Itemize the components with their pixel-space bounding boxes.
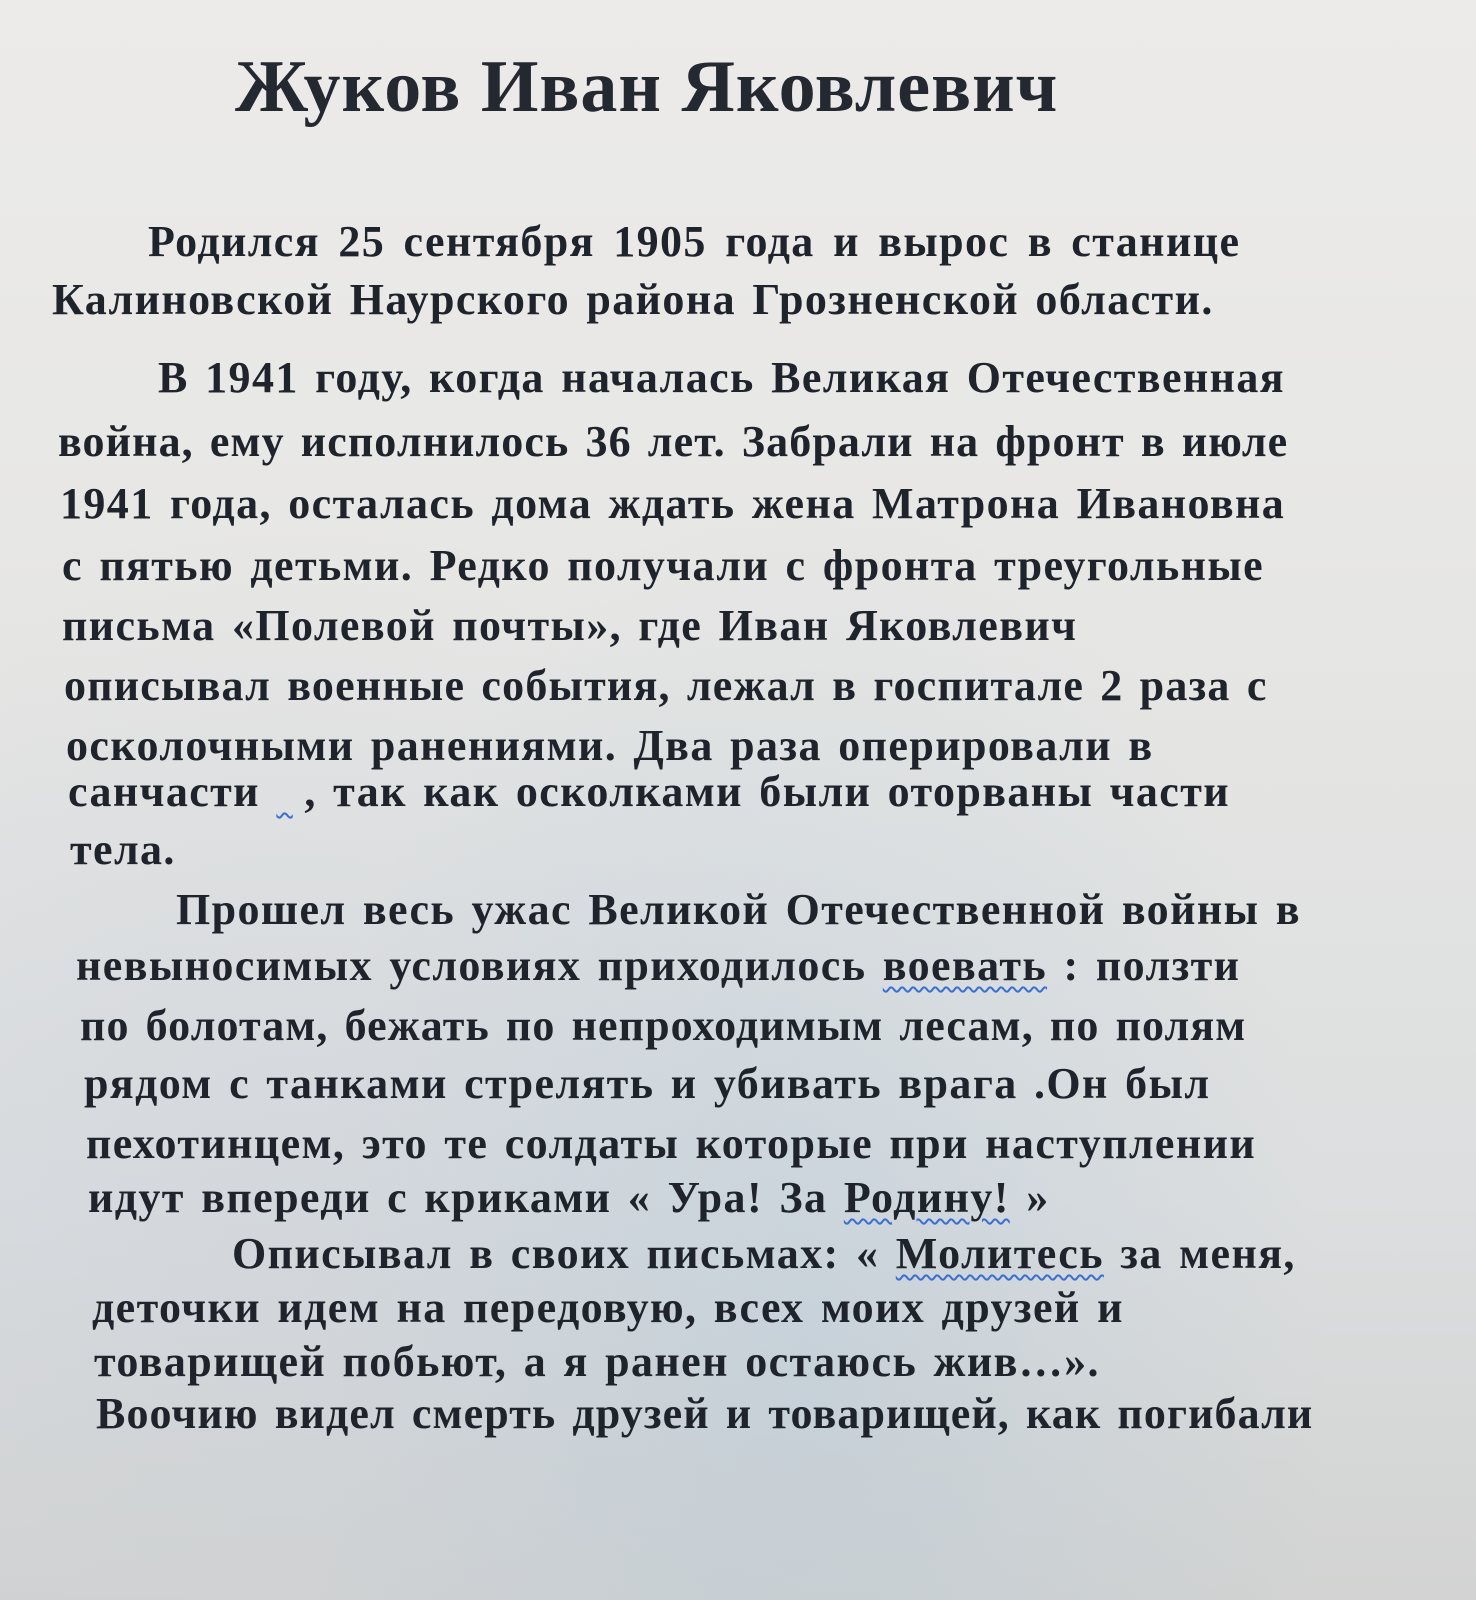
text-line: рядом с танками стрелять и убивать врага .Он был [84,1059,1211,1108]
text-fragment: , так как осколками были оторваны части [304,767,1230,816]
text-line [232,1229,1296,1278]
text-line: В 1941 году, когда началась Великая Отечественная [158,353,1286,402]
text-line: 1941 года, осталась дома ждать жена Матрона Ивановна [60,479,1286,528]
text-fragment: : ползти [1063,941,1241,990]
text-line: тела. [70,825,176,874]
document-title: Жуков Иван Яковлевич [235,46,1059,128]
text-fragment: за меня, [1120,1229,1296,1278]
text-line: осколочными ранениями. Два раза оперировали в [66,721,1154,770]
text-line: письма «Полевой почты», где Иван Яковлевич [62,601,1078,650]
text-line: деточки идем на передовую, всех моих друзей и [92,1283,1124,1332]
text-line: Калиновской Наурского района Грозненской области. [52,275,1214,324]
text-line: товарищей побьют, а я ранен остаюсь жив…». [94,1337,1100,1386]
text-fragment: санчасти [68,767,260,816]
spell-check-word: Молитесь [895,1229,1104,1278]
text-fragment: » [1026,1173,1050,1222]
spell-check-word: Родину! [843,1173,1010,1222]
text-line: Родился 25 сентября 1905 года и вырос в станице [148,217,1241,266]
text-line [76,941,1241,990]
text-line: война, ему исполнилось 36 лет. Забрали на фронт в июле [58,417,1289,466]
text-line: с пятью детьми. Редко получали с фронта треугольные [62,541,1265,590]
text-fragment: Описывал в своих письмах: « [232,1229,880,1278]
text-line: Воочию видел смерть друзей и товарищей, как погибали [96,1389,1314,1438]
spell-check-word: воевать [882,941,1048,990]
spell-check-mark [276,770,304,814]
text-line [88,1173,1050,1222]
text-line [68,767,1230,816]
text-fragment: идут впереди с криками « Ура! За [88,1173,828,1222]
text-line: Прошел весь ужас Великой Отечественной войны в [176,885,1301,934]
text-line: описывал военные события, лежал в госпитале 2 раза с [64,661,1268,710]
text-line: пехотинцем, это те солдаты которые при наступлении [86,1119,1257,1168]
text-fragment: невыносимых условиях приходилось [76,941,867,990]
text-line: по болотам, бежать по непроходимым лесам, по полям [80,1001,1247,1050]
